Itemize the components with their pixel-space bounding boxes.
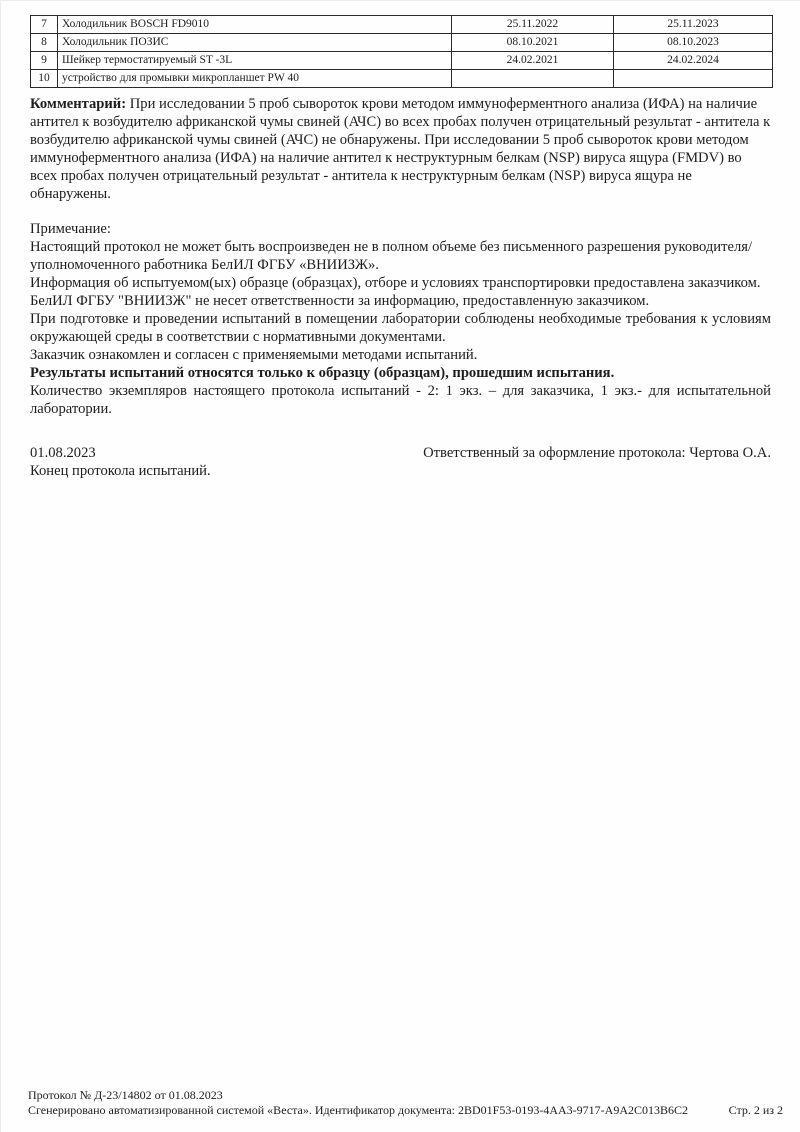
comment-text: При исследовании 5 проб сывороток крови методом иммуноферментного анализа (ИФА) на наличие антител к возбудителю африканской чумы свиней (АЧС) во всех пробах получен отрицательный результат - антитела к возбудителю африканской чумы свиней (АЧС) не обнаружены. При исследовании 5 проб сывороток крови методом иммуноферментного анализа (ИФА) на наличие антител к неструктурным белкам (NSP) вируса ящура (FMDV) во всех пробах получен отрицательный результат - антитела к неструктурным белкам (NSP) вируса ящура не обнаружены. bbox=[30, 96, 771, 202]
note-line-1: Настоящий протокол не может быть воспроизведен не в полном объеме без письменного разрешения руководителя/уполномоченного работника БелИЛ ФГБУ «ВНИИЗЖ». bbox=[30, 239, 753, 273]
valid-until-cell: 25.11.2023 bbox=[614, 16, 773, 34]
verification-date-cell: 25.11.2022 bbox=[452, 16, 614, 34]
equipment-name-cell: устройство для промывки микропланшет PW 40 bbox=[58, 70, 452, 88]
row-number-cell: 8 bbox=[31, 34, 58, 52]
equipment-table bbox=[30, 15, 773, 88]
valid-until-cell: 08.10.2023 bbox=[614, 34, 773, 52]
row-number-cell: 9 bbox=[31, 52, 58, 70]
note-line-4: При подготовке и проведении испытаний в помещении лаборатории соблюдены необходимые требования к условиям окружающей среды в соответствии с нормативными документами. bbox=[30, 311, 771, 345]
table-row bbox=[31, 16, 773, 34]
row-number-cell: 7 bbox=[31, 16, 58, 34]
note-line-5: Заказчик ознакомлен и согласен с применяемыми методами испытаний. bbox=[30, 347, 478, 363]
verification-date-cell bbox=[452, 70, 614, 88]
results-statement: Результаты испытаний относятся только к образцу (образцам), прошедшим испытания. bbox=[30, 365, 615, 381]
table-row bbox=[31, 52, 773, 70]
valid-until-cell bbox=[614, 70, 773, 88]
note-line-2: Информация об испытуемом(ых) образце (образцах), отборе и условиях транспортировки предоставлена заказчиком. bbox=[30, 275, 761, 291]
table-row bbox=[31, 34, 773, 52]
equipment-name-cell: Холодильник ПОЗИС bbox=[58, 34, 452, 52]
note-line-3: БелИЛ ФГБУ "ВНИИЗЖ" не несет ответственности за информацию, предоставленную заказчиком. bbox=[30, 293, 650, 309]
footer-page-info: Стр. 2 из 2 bbox=[728, 1103, 783, 1117]
copies-statement: Количество экземпляров настоящего протокола испытаний - 2: 1 экз. – для заказчика, 1 экз.- для испытательной лаборатории. bbox=[30, 383, 771, 417]
comment-paragraph bbox=[30, 95, 771, 203]
signoff-row bbox=[30, 444, 771, 462]
page-footer bbox=[28, 1088, 783, 1118]
verification-date-cell: 08.10.2021 bbox=[452, 34, 614, 52]
table-row bbox=[31, 70, 773, 88]
valid-until-cell: 24.02.2024 bbox=[614, 52, 773, 70]
signoff-date: 01.08.2023 bbox=[30, 445, 96, 461]
row-number-cell: 10 bbox=[31, 70, 58, 88]
equipment-name-cell: Холодильник BOSCH FD9010 bbox=[58, 16, 452, 34]
note-heading: Примечание: bbox=[30, 221, 111, 237]
footer-generated-line: Сгенерировано автоматизированной системой «Веста». Идентификатор документа: 2BD01F53-0193-4AA3-9717-A9A2C013B6C2 bbox=[28, 1103, 688, 1117]
footer-line2 bbox=[28, 1103, 783, 1118]
verification-date-cell: 24.02.2021 bbox=[452, 52, 614, 70]
equipment-name-cell: Шейкер термостатируемый ST -3L bbox=[58, 52, 452, 70]
signoff-responsible: Ответственный за оформление протокола: Чертова О.А. bbox=[423, 445, 771, 461]
comment-label: Комментарий: bbox=[30, 96, 127, 112]
end-of-protocol-note: Конец протокола испытаний. bbox=[30, 463, 211, 479]
footer-protocol-line: Протокол № Д-23/14802 от 01.08.2023 bbox=[28, 1088, 223, 1102]
